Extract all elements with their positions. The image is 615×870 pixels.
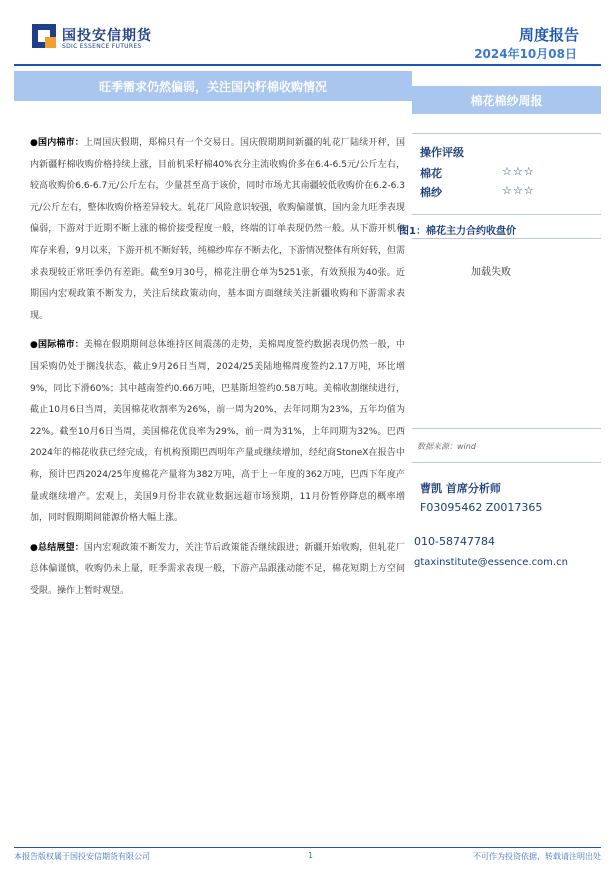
rating-stars-icon: ☆☆☆ xyxy=(502,184,535,197)
report-title: 旺季需求仍然偏弱，关注国内籽棉收购情况 xyxy=(98,80,327,94)
page-number: 1 xyxy=(308,851,314,860)
sidebar-divider xyxy=(412,133,601,134)
data-source: 数据来源：wind xyxy=(417,442,476,451)
report-subtitle: 棉花棉纱周报 xyxy=(470,94,543,108)
company-logo xyxy=(32,24,202,56)
paragraph-text: 上周国庆假期，郑棉只有一个交易日。国庆假期期间新疆的轧花厂陆续开秤，国内新疆籽棉收购价格持续上涨，目前机采籽棉40%衣分主流收购价多在6.4-6.5元/公斤左右，较高收购价6.6-6.7元/公斤左右，少量甚至高于该价，同时市场尤其南疆较低收购价在6.2-6.3元/公斤左右，整体收购价格差异较大。轧花厂风险意识较强，收购偏谨慎，国内金九旺季表现偏弱，下游对于近期不断上涨的棉价接受程度一般，终端的订单表现仍然一般。从下游开机和库存来看，9月以来，下游开机不断好转，纯棉纱库存不断去化，下游情况整体有所好转，但需求表现较正常旺季仍有差距。截至9月30号，棉花注册仓单为5251张，有效预报为40张。近期国内宏观政策不断发力，关注后续政策动向，基本面方面继续关注新疆收购和下游需求表现。 xyxy=(30,138,405,321)
analyst-email[interactable]: gtaxinstitute@essence.com.cn xyxy=(414,557,568,568)
bullet-icon: ● xyxy=(30,138,39,148)
analyst-phone: 010-58747784 xyxy=(414,535,495,548)
analyst-certificate: F03095462 Z0017365 xyxy=(420,501,543,514)
rating-title: 操作评级 xyxy=(420,146,464,159)
sidebar-divider xyxy=(412,462,601,463)
bullet-icon: ● xyxy=(30,340,39,351)
logo-name: 国投安信期货 xyxy=(62,28,152,44)
rating-stars-icon: ☆☆☆ xyxy=(502,165,535,178)
outlook-paragraph xyxy=(30,538,405,603)
bullet-icon: ● xyxy=(30,542,39,553)
section-label: 总结展望： xyxy=(38,542,84,553)
subtitle-banner xyxy=(412,86,601,114)
footer-disclaimer: 不可作为投资依据，转载请注明出处 xyxy=(473,852,601,861)
paragraph-text: 美棉在假期期间总体维持区间震荡的走势，美棉周度签约数据表现仍然一般，中国采购仍处于搁浅状态，截止9月26日当周，2024/25美陆地棉周度签约2.17万吨，环比增9%，同比下滑60%；其中越南签约0.66万吨，巴基斯坦签约0.58万吨。美棉收割继续进行，截止10月6日当周，美国棉花收割率为26%，前一周为20%，去年同期为23%，五年均值为22%。截至10月6日当周，美国棉花优良率为29%，前一周为31%，上年同期为32%。巴西2024年的棉花收获已经完成，有机构预期巴西明年产量或继续增加，经纪商StoneX在报告中称，预计巴西2024/25年度棉花产量将为382万吨，高于上一年度的362万吨，巴西下年度产量或继续增产。宏观上，美国9月份非农就业数据远超市场预期，11月份暂停降息的概率增加，同时假期期间能源价格大幅上涨。 xyxy=(30,340,405,524)
rating-row-yarn xyxy=(420,184,560,200)
sidebar-divider xyxy=(412,238,601,239)
sidebar-divider xyxy=(412,214,601,215)
sidebar-divider xyxy=(412,428,601,429)
logo-mark-icon xyxy=(32,24,56,48)
figure-load-failed: 加载失败 xyxy=(471,267,511,278)
rating-name: 棉花 xyxy=(420,167,442,180)
analyst-name: 曹凯 首席分析师 xyxy=(420,482,501,495)
main-content xyxy=(30,133,405,610)
footer-divider xyxy=(14,847,601,848)
international-market-paragraph xyxy=(30,335,405,529)
domestic-market-paragraph xyxy=(30,133,405,327)
header-divider xyxy=(14,64,601,66)
footer-copyright: 本报告版权属于国投安信期货有限公司 xyxy=(14,852,150,861)
report-type: 周度报告 xyxy=(518,26,579,44)
figure-title: 图1：棉花主力合约收盘价 xyxy=(399,226,516,237)
section-label: 国内棉市： xyxy=(38,138,84,148)
title-banner xyxy=(14,71,412,100)
report-date: 2024年10月08日 xyxy=(474,47,577,61)
section-label: 国际棉市： xyxy=(38,340,84,351)
rating-row-cotton xyxy=(420,165,560,181)
logo-subtitle: SDIC ESSENCE FUTURES xyxy=(62,43,142,50)
paragraph-text: 国内宏观政策不断发力，关注节后政策能否继续跟进；新疆开始收购，但轧花厂总体偏谨慎，收购仍未上量，旺季需求表现一般，下游产品跟涨动能不足，棉花短期上方空间受限。操作上暂时观望。 xyxy=(30,542,405,596)
rating-name: 棉纱 xyxy=(420,186,442,199)
title-underline xyxy=(14,100,412,101)
